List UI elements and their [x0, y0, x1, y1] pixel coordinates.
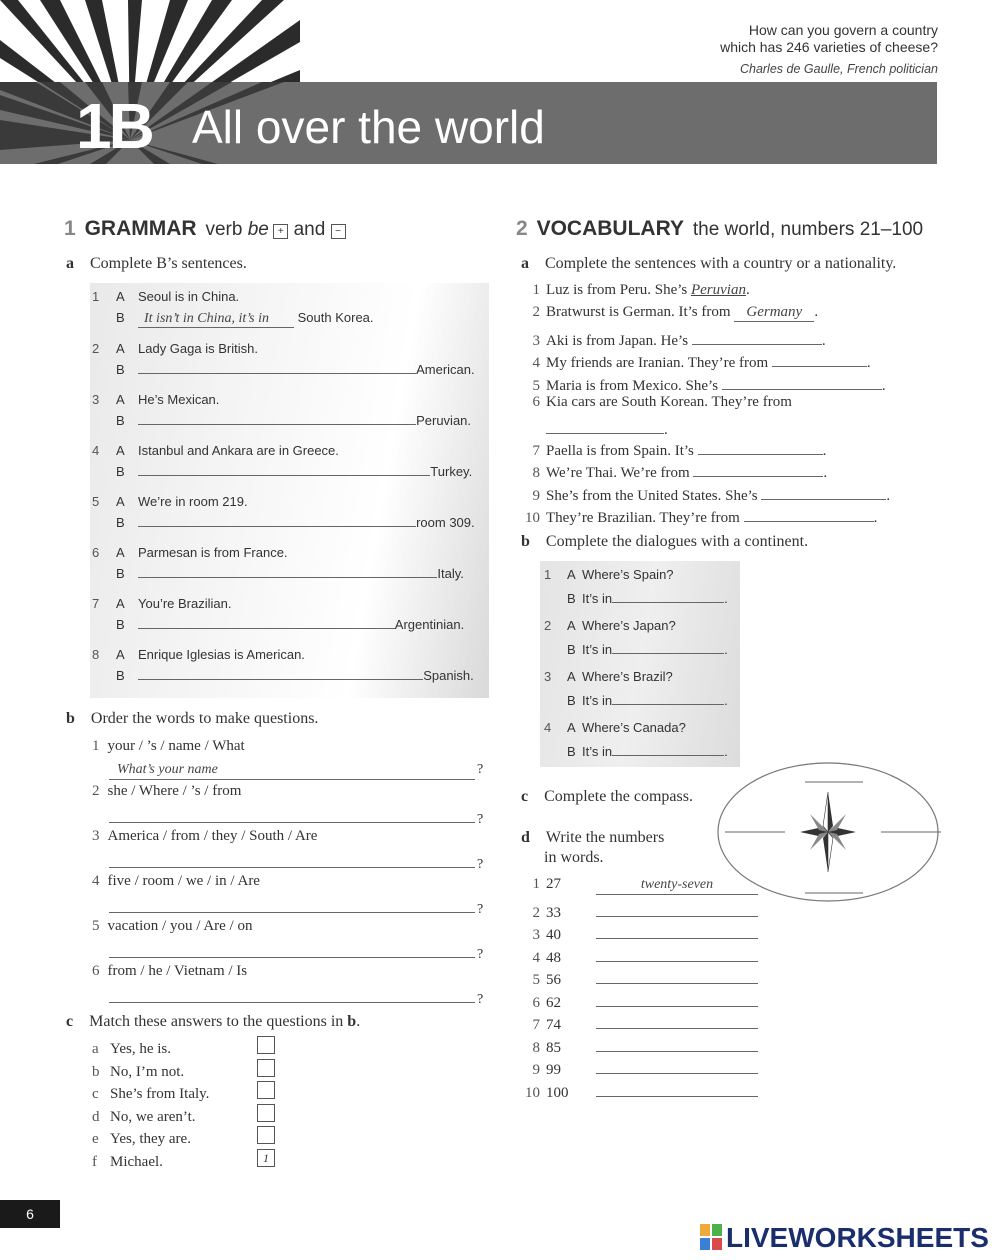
continent-input[interactable] [612, 639, 724, 654]
item-number: 4 [532, 355, 540, 371]
sentence-end: South Korea. [297, 310, 374, 325]
sentence-end: . [814, 304, 819, 320]
number-value: 33 [546, 904, 561, 921]
speaker-a-text: You’re Brazilian. [138, 596, 232, 611]
vocab-d-instruction [521, 828, 664, 868]
sentence-end: Spanish. [423, 668, 474, 683]
section-subtitle: verb [205, 219, 248, 240]
exercise-letter: a [521, 255, 529, 272]
sentence-text: They’re Brazilian. They’re from [546, 510, 744, 526]
speaker-b-text: It’s in [582, 744, 613, 759]
question-words [92, 873, 260, 890]
speaker-a-text: Parmesan is from France. [138, 545, 288, 560]
sentence-end: . [886, 488, 891, 504]
vocab-sentence [518, 482, 890, 505]
speaker-b: B [116, 310, 125, 325]
item-number: 3 [92, 392, 100, 407]
grammar-a-line-b [92, 413, 486, 428]
question-answer-input[interactable]: What’s your name [109, 762, 475, 780]
number-words-input[interactable] [596, 1034, 758, 1052]
speaker-a: A [116, 596, 125, 611]
answer-line [109, 985, 494, 1008]
exercise-letter: a [66, 255, 74, 272]
item-number: 7 [92, 596, 100, 611]
number-row [518, 1056, 758, 1079]
word-list: she / Where / ’s / from [107, 783, 242, 799]
sentence-end: . [724, 693, 728, 708]
item-number: 10 [525, 1084, 540, 1101]
number-value: 85 [546, 1039, 561, 1056]
item-number: 1 [544, 567, 552, 582]
item-number: 5 [532, 378, 540, 394]
item-number: 7 [532, 1017, 540, 1033]
dialogue-line-a [544, 567, 674, 582]
sentence-end: . [873, 510, 878, 526]
answer-blank[interactable] [138, 526, 416, 527]
speaker-a: A [567, 567, 576, 582]
item-number: 9 [532, 1062, 540, 1078]
number-row [518, 1011, 758, 1034]
answer-input[interactable] [698, 437, 823, 455]
dialogue-line-b [567, 639, 728, 657]
answer-blank[interactable] [138, 679, 423, 680]
item-number: 6 [532, 394, 540, 410]
number-words-input[interactable] [596, 899, 758, 917]
speaker-b-text: It’s in [582, 642, 613, 657]
dialogue-line-b [567, 588, 728, 606]
exercise-letter: d [521, 829, 530, 846]
match-box-input[interactable] [257, 1126, 275, 1144]
continent-input[interactable] [612, 588, 724, 603]
sentence-end: . [724, 642, 728, 657]
answer-blank[interactable] [138, 475, 430, 476]
sentence-end: . [724, 591, 728, 606]
speaker-a-text: He’s Mexican. [138, 392, 220, 407]
sentence-end: . [881, 378, 886, 394]
answer-text: She’s from Italy. [110, 1086, 210, 1102]
continent-input[interactable] [612, 690, 724, 705]
quote-author: Charles de Gaulle, French politician [739, 62, 938, 76]
word-list: America / from / they / South / Are [107, 828, 318, 844]
answer-input[interactable] [772, 349, 867, 367]
question-words [92, 738, 245, 755]
instruction-text-line2: in words. [544, 849, 604, 866]
item-letter: d [92, 1108, 100, 1125]
match-answer-row [92, 1086, 209, 1103]
number-row [518, 944, 758, 967]
grammar-a-line-a [92, 596, 231, 611]
item-number: 5 [92, 494, 100, 509]
word-list: from / he / Vietnam / Is [107, 963, 248, 979]
item-number: 4 [544, 720, 552, 735]
word-list: your / ’s / name / What [107, 738, 245, 754]
speaker-a: A [116, 545, 125, 560]
continent-input[interactable] [612, 741, 724, 756]
question-words [92, 963, 247, 980]
sentence-end: . [866, 355, 871, 371]
speaker-b: B [116, 617, 125, 632]
answer-input[interactable]: Germany [734, 304, 814, 322]
speaker-a-text: Where’s Brazil? [582, 669, 673, 684]
question-mark: ? [477, 992, 484, 1007]
match-box-input[interactable] [257, 1036, 275, 1054]
section-subtitle-and: and [288, 219, 331, 240]
question-words [92, 918, 252, 935]
speaker-a-text: Where’s Japan? [582, 618, 676, 633]
sentence-text: Bratwurst is German. It’s from [546, 304, 735, 320]
sentence-end: . [821, 333, 826, 349]
plus-box-icon: + [273, 224, 288, 239]
vocab-sentence [518, 394, 792, 411]
grammar-c-instruction [66, 1013, 360, 1031]
instruction-text: Complete the compass. [544, 788, 693, 805]
speaker-b-text: It’s in [582, 591, 613, 606]
item-number: 8 [532, 1039, 540, 1056]
grammar-b-instruction [66, 710, 318, 728]
answer-blank[interactable] [138, 373, 416, 374]
instruction-text [89, 1013, 360, 1030]
grammar-a-line-a [92, 494, 248, 509]
speaker-b: B [116, 413, 125, 428]
number-row [518, 989, 758, 1012]
speaker-a-text: Istanbul and Ankara are in Greece. [138, 443, 339, 458]
answer-blank[interactable]: It isn’t in China, it’s in [138, 311, 294, 328]
match-box-input[interactable] [257, 1081, 275, 1099]
sentence-end: . [822, 443, 827, 459]
sentence-text: Aki is from Japan. He’s [546, 333, 692, 349]
question-mark: ? [477, 762, 484, 777]
speaker-a: A [116, 341, 125, 356]
instruction-post: . [356, 1013, 361, 1030]
answer-input[interactable] [692, 327, 822, 345]
speaker-b: B [116, 515, 125, 530]
sentence-end: . [724, 744, 728, 759]
sentence-text: Luz is from Peru. She’s [546, 282, 691, 298]
vocab-sentence [518, 282, 750, 299]
section-title: VOCABULARY [536, 217, 684, 240]
instruction-text: Complete the dialogues with a continent. [545, 533, 809, 550]
number-value: 27 [546, 876, 561, 892]
number-row [518, 1079, 758, 1102]
answer-text: No, we aren’t. [110, 1108, 196, 1125]
item-number: 1 [92, 738, 100, 754]
instruction-text: Complete the sentences with a country or a nationality. [545, 255, 897, 272]
vocab-c-instruction [521, 788, 693, 806]
grammar-a-instruction [66, 255, 247, 273]
vocab-sentence-continued [546, 416, 668, 439]
exercise-letter: b [66, 710, 75, 727]
speaker-b: B [567, 693, 576, 708]
number-words-input[interactable]: twenty-seven [596, 877, 758, 895]
number-row [518, 1034, 758, 1057]
section-number: 2 [516, 217, 528, 240]
grammar-a-line-b [92, 617, 486, 632]
item-number: 3 [92, 828, 100, 844]
answer-input[interactable] [546, 416, 664, 434]
number-words-input[interactable] [596, 966, 758, 984]
number-value: 99 [546, 1062, 561, 1078]
grammar-a-line-b [92, 310, 486, 328]
answer-blank[interactable] [138, 424, 416, 425]
exercise-letter: b [521, 533, 530, 550]
exercise-letter: c [66, 1013, 74, 1030]
speaker-a: A [567, 720, 576, 735]
instruction-text: Order the words to make questions. [90, 710, 319, 727]
item-letter: e [92, 1131, 99, 1147]
number-row [518, 899, 758, 922]
item-letter: b [92, 1063, 100, 1080]
sentence-end: . [664, 422, 668, 438]
item-number: 3 [544, 669, 552, 684]
speaker-b: B [567, 591, 576, 606]
sentence-text: Maria is from Mexico. She’s [546, 378, 722, 394]
answer-input[interactable]: Peruvian [690, 282, 746, 298]
grammar-section-heading [64, 217, 346, 241]
speaker-b: B [567, 642, 576, 657]
speaker-b: B [567, 744, 576, 759]
section-subtitle-be: be [247, 219, 269, 240]
item-number: 10 [525, 510, 540, 526]
answer-text: Michael. [110, 1153, 163, 1170]
question-mark: ? [477, 902, 484, 917]
vocab-section-heading [516, 217, 923, 241]
grammar-a-line-a [92, 341, 258, 356]
vocab-sentence [518, 349, 871, 372]
answer-input[interactable] [761, 482, 886, 500]
speaker-b: B [116, 362, 125, 377]
grammar-a-line-b [92, 566, 486, 581]
item-number: 6 [92, 963, 100, 979]
answer-text: No, I’m not. [110, 1063, 185, 1080]
word-list: five / room / we / in / Are [107, 873, 260, 889]
grammar-a-line-b [92, 362, 486, 377]
item-letter: f [92, 1153, 97, 1170]
answer-text: Yes, they are. [110, 1131, 191, 1147]
sentence-end: Italy. [437, 566, 464, 581]
section-subtitle: the world, numbers 21–100 [692, 219, 924, 240]
answer-line [109, 760, 494, 780]
match-box-input[interactable] [257, 1059, 275, 1077]
grammar-a-line-b [92, 515, 486, 530]
number-row [518, 876, 758, 895]
question-mark: ? [477, 947, 484, 962]
answer-blank[interactable] [138, 628, 395, 629]
exercise-letter: c [521, 788, 529, 805]
sentence-text: My friends are Iranian. They’re from [546, 355, 772, 371]
instruction-pre: Match these answers to the questions in [89, 1013, 348, 1030]
sentence-end: . [823, 465, 828, 481]
item-number: 2 [532, 304, 540, 320]
speaker-a: A [116, 494, 125, 509]
sentence-text: Kia cars are South Korean. They’re from [546, 394, 792, 410]
item-number: 9 [532, 488, 540, 504]
speaker-a-text: Where’s Spain? [582, 567, 674, 582]
question-mark: ? [477, 857, 484, 872]
vocab-sentence [518, 459, 827, 482]
answer-line [109, 940, 494, 963]
answer-input[interactable] [693, 459, 823, 477]
sentence-text: She’s from the United States. She’s [546, 488, 762, 504]
dialogue-line-a [544, 618, 676, 633]
dialogue-line-a [544, 720, 686, 735]
quote-line-2: which has 246 varieties of cheese? [720, 39, 938, 55]
vocab-sentence [518, 327, 826, 350]
dialogue-line-b [567, 741, 728, 759]
number-row [518, 966, 758, 989]
word-list: vacation / you / Are / on [107, 918, 253, 934]
item-number: 5 [92, 918, 100, 934]
item-number: 7 [532, 443, 540, 459]
grammar-a-line-a [92, 647, 305, 662]
number-value: 100 [546, 1084, 569, 1101]
match-answer-row [92, 1109, 196, 1126]
vocab-sentence [518, 437, 826, 460]
number-words-input[interactable] [596, 989, 758, 1007]
item-number: 1 [532, 282, 540, 298]
grammar-a-line-a [92, 289, 239, 304]
question-words [92, 828, 317, 845]
match-box-input[interactable] [257, 1104, 275, 1122]
speaker-a-text: Lady Gaga is British. [138, 341, 258, 356]
number-row [518, 921, 758, 944]
number-words-input[interactable] [596, 921, 758, 939]
question-answer-input[interactable] [109, 985, 475, 1003]
answer-line [109, 895, 494, 918]
number-words-input[interactable] [596, 944, 758, 962]
section-title: GRAMMAR [84, 217, 197, 240]
speaker-a-text: We’re in room 219. [138, 494, 248, 509]
vocab-sentence [518, 304, 818, 322]
quote-line-1: How can you govern a country [748, 22, 938, 38]
instruction-text-line1: Write the numbers [545, 829, 665, 846]
grammar-a-line-b [92, 464, 486, 479]
speaker-a: A [116, 289, 125, 304]
number-value: 40 [546, 927, 561, 943]
sentence-end: Peruvian. [416, 413, 472, 428]
item-number: 2 [544, 618, 552, 633]
item-number: 3 [532, 927, 540, 943]
item-number: 4 [92, 443, 100, 458]
number-value: 62 [546, 994, 561, 1011]
answer-line [109, 850, 494, 873]
dialogue-line-a [544, 669, 673, 684]
answer-input[interactable] [744, 504, 874, 522]
sentence-end: . [745, 282, 750, 298]
speaker-a: A [116, 647, 125, 662]
brand-name: LIVEWORKSHEETS [726, 1222, 989, 1253]
item-number: 4 [532, 949, 540, 966]
speaker-b: B [116, 566, 125, 581]
sentence-text: Paella is from Spain. It’s [546, 443, 698, 459]
question-answer-input[interactable] [109, 850, 475, 868]
question-answer-input[interactable] [109, 895, 475, 913]
dialogue-line-b [567, 690, 728, 708]
item-number: 4 [92, 873, 100, 889]
speaker-b: B [116, 668, 125, 683]
item-letter: a [92, 1041, 99, 1057]
vocab-sentence [518, 504, 877, 527]
answer-input[interactable] [722, 372, 882, 390]
item-number: 2 [532, 904, 540, 921]
item-number: 5 [532, 972, 540, 988]
unit-title: All over the world [192, 101, 545, 153]
minus-box-icon: − [331, 224, 346, 239]
item-number: 2 [92, 341, 100, 356]
item-letter: c [92, 1086, 99, 1102]
speaker-a-text: Seoul is in China. [138, 289, 240, 304]
sentence-end: American. [416, 362, 475, 377]
sentence-text: We’re Thai. We’re from [546, 465, 694, 481]
number-words-input[interactable] [596, 1011, 758, 1029]
speaker-a-text: Where’s Canada? [582, 720, 686, 735]
section-number: 1 [64, 217, 76, 240]
speaker-b-text: It’s in [582, 693, 613, 708]
number-value: 56 [546, 972, 561, 988]
quote-text [720, 22, 938, 56]
grammar-a-line-a [92, 392, 219, 407]
answer-text: Yes, he is. [110, 1041, 171, 1057]
sentence-end: room 309. [416, 515, 475, 530]
grammar-a-line-b [92, 668, 486, 683]
item-number: 8 [532, 465, 540, 481]
item-number: 2 [92, 783, 100, 799]
question-words [92, 783, 241, 800]
match-answer-row [92, 1041, 171, 1058]
item-number: 1 [532, 876, 540, 892]
speaker-a: A [116, 392, 125, 407]
question-mark: ? [477, 812, 484, 827]
vocab-b-instruction [521, 533, 808, 551]
instruction-bold: b [347, 1013, 357, 1030]
item-number: 6 [532, 994, 540, 1011]
sentence-end: Argentinian. [394, 617, 465, 632]
match-answer-row [92, 1064, 184, 1081]
question-answer-input[interactable] [109, 940, 475, 958]
number-value: 48 [546, 949, 561, 966]
grammar-a-line-a [92, 443, 339, 458]
match-answer-row [92, 1131, 191, 1148]
speaker-a: A [116, 443, 125, 458]
question-answer-input[interactable] [109, 805, 475, 823]
number-words-input[interactable] [596, 1056, 758, 1074]
unit-code: 1B [76, 90, 152, 162]
match-box-input[interactable]: 1 [257, 1149, 275, 1167]
liveworksheets-logo-icon [700, 1224, 722, 1250]
answer-line [109, 805, 494, 828]
item-number: 6 [92, 545, 100, 560]
grammar-a-line-a [92, 545, 288, 560]
number-value: 74 [546, 1017, 561, 1033]
vocab-sentence [518, 372, 886, 395]
item-number: 3 [532, 333, 540, 349]
speaker-a: A [567, 669, 576, 684]
page-number: 6 [0, 1200, 60, 1228]
item-number: 8 [92, 647, 100, 662]
item-number: 1 [92, 289, 100, 304]
vocab-a-instruction [521, 255, 896, 273]
speaker-a: A [567, 618, 576, 633]
match-answer-row [92, 1154, 163, 1171]
speaker-a-text: Enrique Iglesias is American. [138, 647, 305, 662]
speaker-b: B [116, 464, 125, 479]
instruction-text: Complete B’s sentences. [90, 255, 247, 272]
answer-blank[interactable] [138, 577, 437, 578]
number-words-input[interactable] [596, 1079, 758, 1097]
sentence-end: Turkey. [430, 464, 473, 479]
